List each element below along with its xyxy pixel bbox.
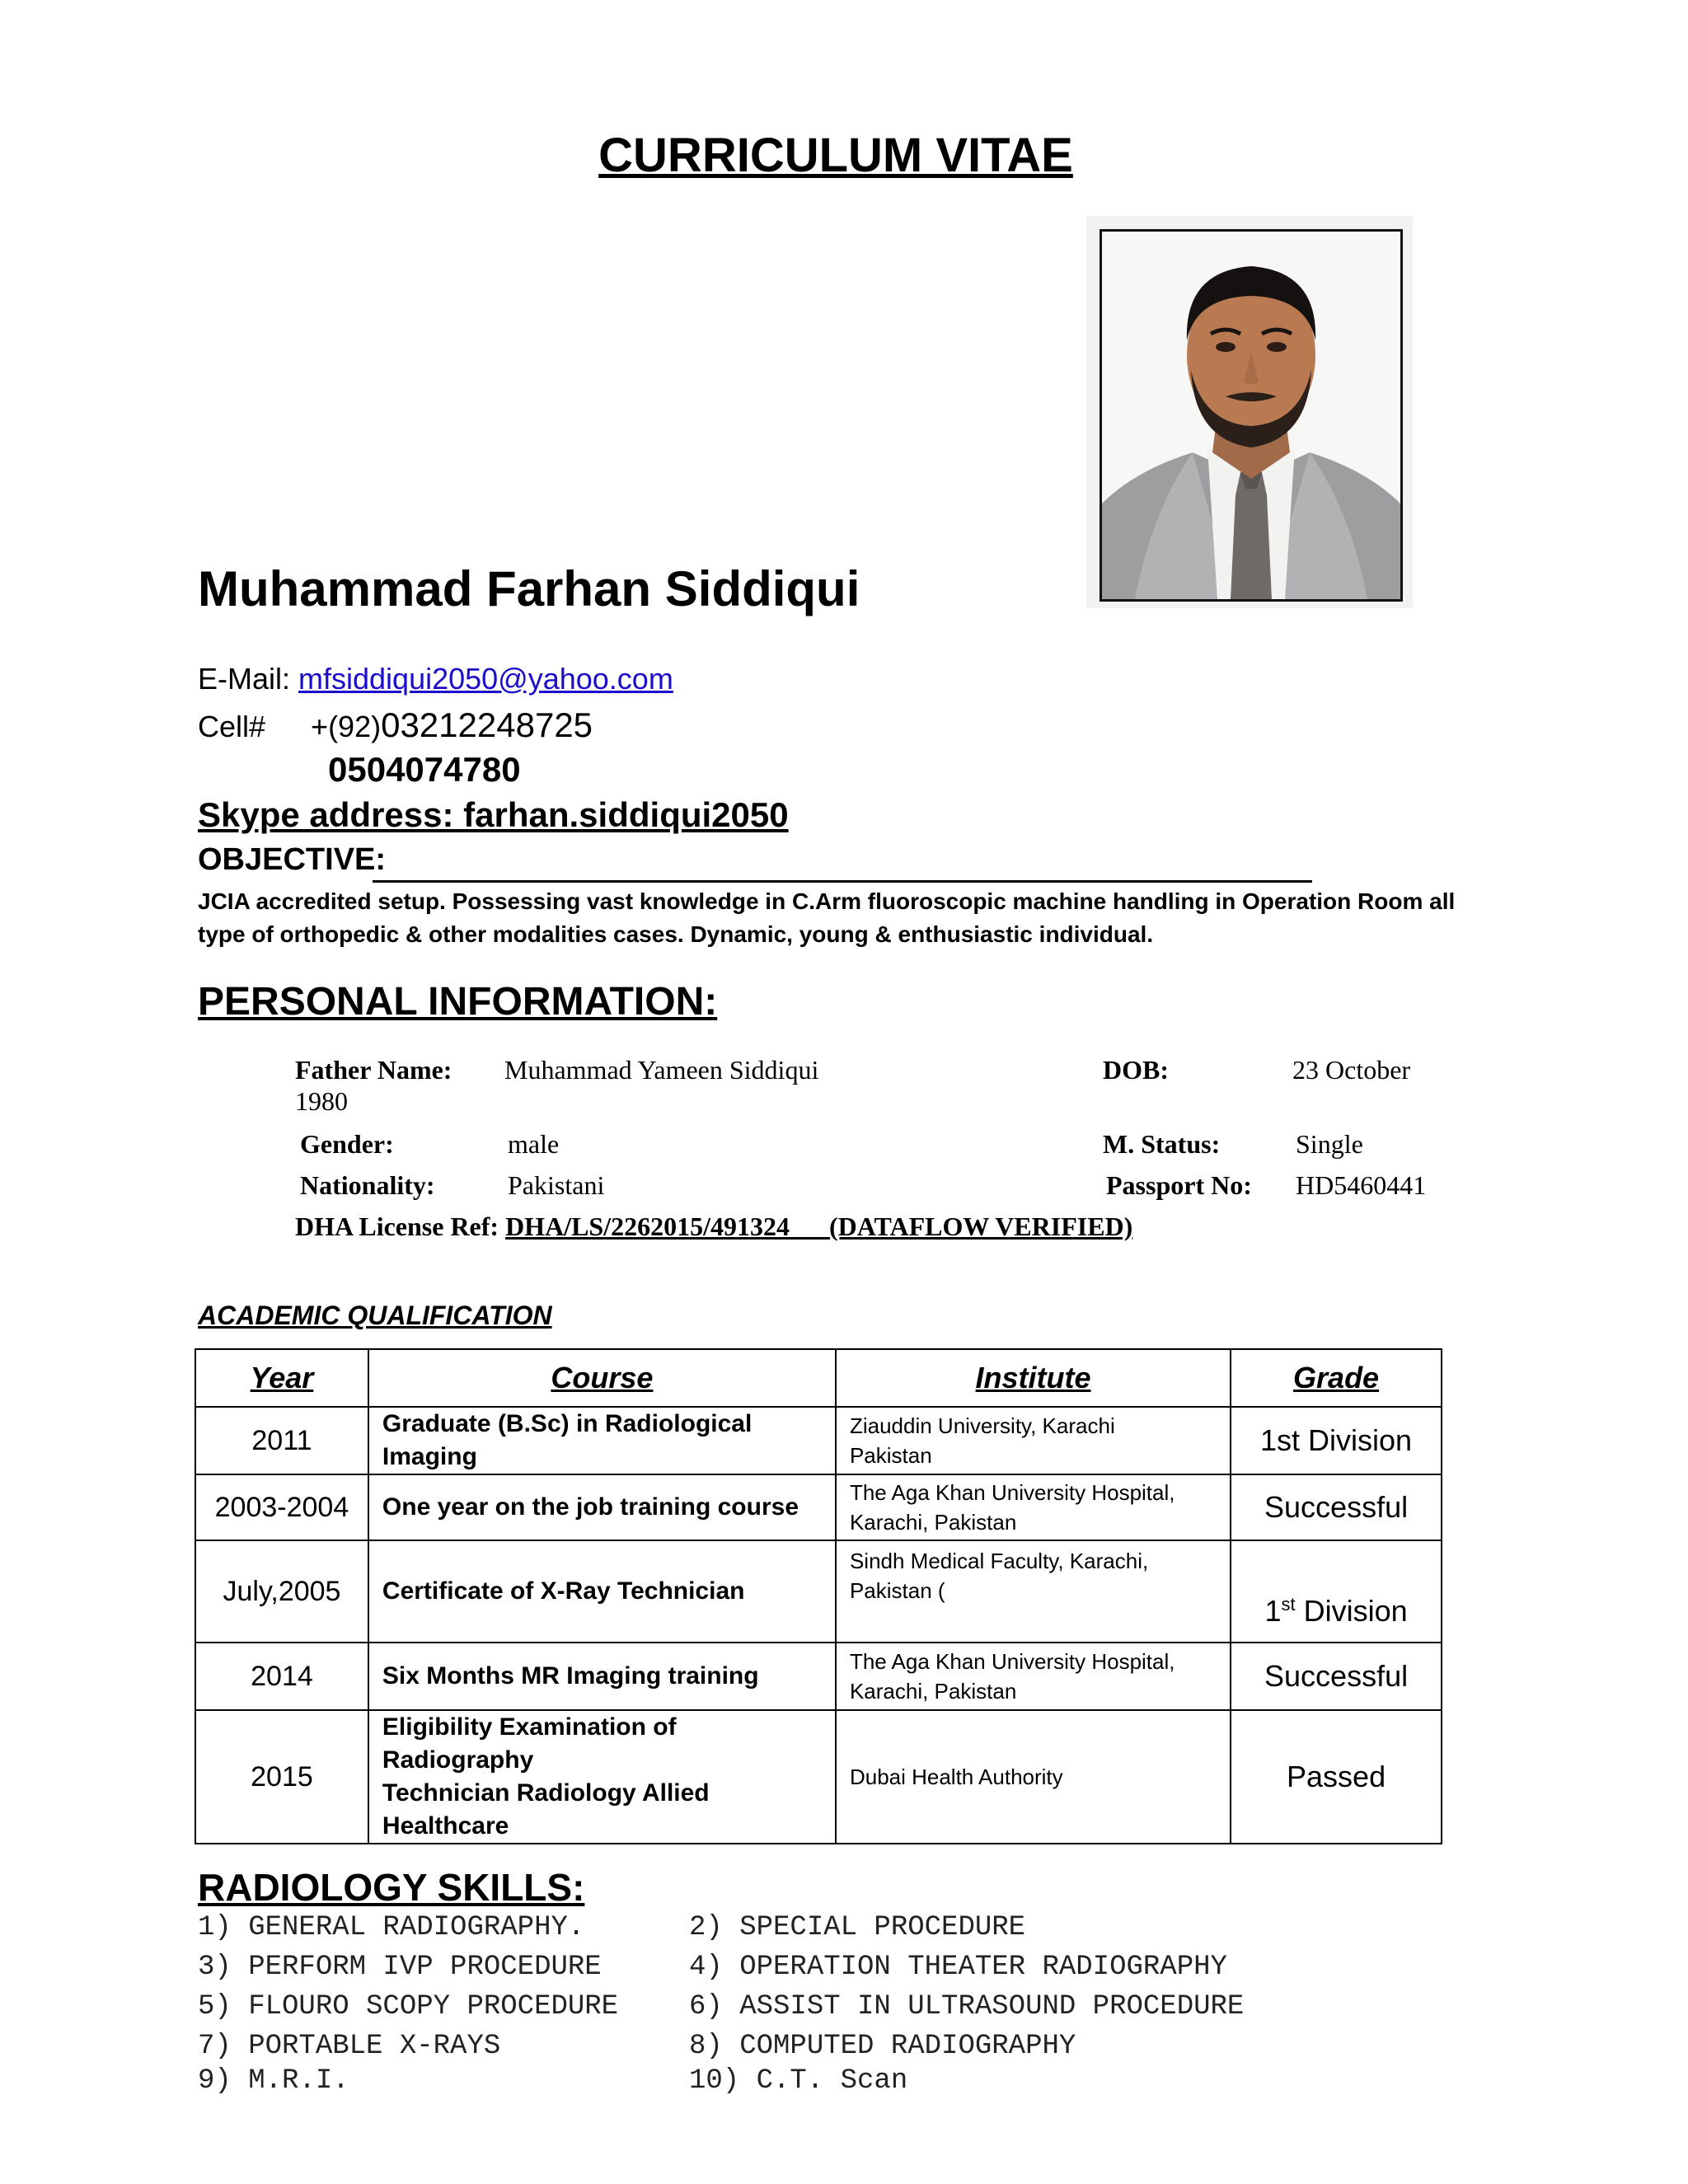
father-name-value: Muhammad Yameen Siddiqui [504,1055,819,1085]
skill-item: 10) C.T. Scan [689,2065,908,2097]
marital-status-label: M. Status: [1103,1129,1221,1159]
skill-item: 8) COMPUTED RADIOGRAPHY [689,2031,1076,2062]
cell-institute [836,1643,1231,1710]
nationality-label: Nationality: [300,1170,435,1200]
institute-line: Sindh Medical Faculty, Karachi, [849,1549,1149,1573]
dha-license-value: DHA/LS/2262015/491324 (DATAFLOW VERIFIED) [505,1212,1133,1241]
skill-item: 2) SPECIAL PROCEDURE [689,1912,1026,1943]
skill-item: 9) M.R.I. [198,2065,349,2097]
skill-item: 7) PORTABLE X-RAYS [198,2031,501,2062]
table-row [195,1540,1442,1643]
table-header-row [195,1349,1442,1407]
institute-line: Ziauddin University, Karachi [849,1413,1115,1438]
candidate-name: Muhammad Farhan Siddiqui [198,561,860,616]
institute-line: Karachi, Pakistan [849,1510,1017,1535]
cell-course: Graduate (B.Sc) in Radiological Imaging [368,1407,836,1474]
table-row [195,1643,1442,1710]
email-link[interactable]: mfsiddiqui2050@yahoo.com [298,662,673,696]
header-grade: Grade [1231,1349,1442,1407]
cell-year: 2015 [195,1710,368,1844]
institute-line: Pakistan ( [849,1578,945,1603]
header-course: Course [368,1349,836,1407]
course-line: Healthcare [382,1812,509,1840]
skill-item: 1) GENERAL RADIOGRAPHY. [198,1912,585,1943]
header-institute: Institute [836,1349,1231,1407]
cell-year: 2011 [195,1407,368,1474]
dob-label: DOB: [1103,1055,1169,1085]
institute-line: The Aga Khan University Hospital, [849,1649,1175,1674]
table-row [195,1474,1442,1540]
nationality-value: Pakistani [508,1170,605,1200]
cell-year: 2014 [195,1643,368,1710]
objective-underline [373,880,1312,883]
course-line: Technician Radiology Allied [382,1779,710,1807]
cell-label: Cell# [198,710,266,743]
skills-heading: RADIOLOGY SKILLS: [198,1866,585,1909]
table-row [195,1407,1442,1474]
cell-grade: Successful [1231,1643,1442,1710]
cell-institute [836,1540,1231,1643]
personal-info-heading: PERSONAL INFORMATION: [198,980,718,1024]
photo-frame [1100,229,1403,602]
institute-line: Karachi, Pakistan [849,1679,1017,1704]
skill-item: 3) PERFORM IVP PROCEDURE [198,1952,602,1983]
cell-row [198,705,593,745]
cell-course [368,1710,836,1844]
cell-grade: Successful [1231,1474,1442,1540]
cell-institute [836,1407,1231,1474]
skill-item: 6) ASSIST IN ULTRASOUND PROCEDURE [689,1991,1245,2022]
institute-line: Pakistan [849,1443,932,1468]
email-label: E-Mail: [198,662,299,696]
grade-superscript: st [1281,1594,1296,1615]
objective-heading: OBJECTIVE: [198,842,387,877]
dob-year: 1980 [295,1086,348,1116]
grade-text: Division [1295,1594,1408,1628]
cell-prefix: +(92) [311,710,382,743]
portrait-image [1102,232,1400,599]
cell-grade [1231,1540,1442,1643]
cell-institute [836,1474,1231,1540]
marital-status-value: Single [1296,1129,1363,1159]
email-row [198,662,673,696]
cell-number: 03212248725 [381,705,593,744]
cell-institute: Dubai Health Authority [836,1710,1231,1844]
cell-year: July,2005 [195,1540,368,1643]
objective-text: JCIA accredited setup. Possessing vast knowledge in C.Arm fluoroscopic machine handling in Operation Room all type of orthopedic & other modalities cases. Dynamic, young & enthusiastic individual. [198,888,1456,947]
father-name-label: Father Name: [295,1055,452,1085]
table-row [195,1710,1442,1844]
grade-number: 1 [1264,1594,1282,1628]
gender-value: male [508,1129,560,1159]
phone-secondary: 0504074780 [328,750,521,789]
skill-item: 4) OPERATION THEATER RADIOGRAPHY [689,1952,1227,1983]
dha-license-label: DHA License Ref: [295,1212,506,1241]
passport-value: HD5460441 [1296,1170,1427,1200]
skill-item: 5) FLOURO SCOPY PROCEDURE [198,1991,619,2022]
dob-value: 23 October [1292,1055,1411,1085]
academic-heading: ACADEMIC QUALIFICATION [198,1301,552,1330]
cell-course: Six Months MR Imaging training [368,1643,836,1710]
cell-grade: Passed [1231,1710,1442,1844]
cell-year: 2003-2004 [195,1474,368,1540]
header-year: Year [195,1349,368,1407]
profile-photo [1086,216,1413,608]
skype-address: Skype address: farhan.siddiqui2050 [198,795,789,834]
institute-line: The Aga Khan University Hospital, [849,1480,1175,1505]
cell-grade: 1st Division [1231,1407,1442,1474]
cell-course: One year on the job training course [368,1474,836,1540]
course-line: Eligibility Examination of Radiography [382,1713,677,1774]
academic-table [195,1348,1442,1844]
cell-course: Certificate of X-Ray Technician [368,1540,836,1643]
document-title: CURRICULUM VITAE [598,129,1073,182]
passport-label: Passport No: [1106,1170,1252,1200]
dha-license-row [295,1212,1132,1242]
gender-label: Gender: [300,1129,394,1159]
